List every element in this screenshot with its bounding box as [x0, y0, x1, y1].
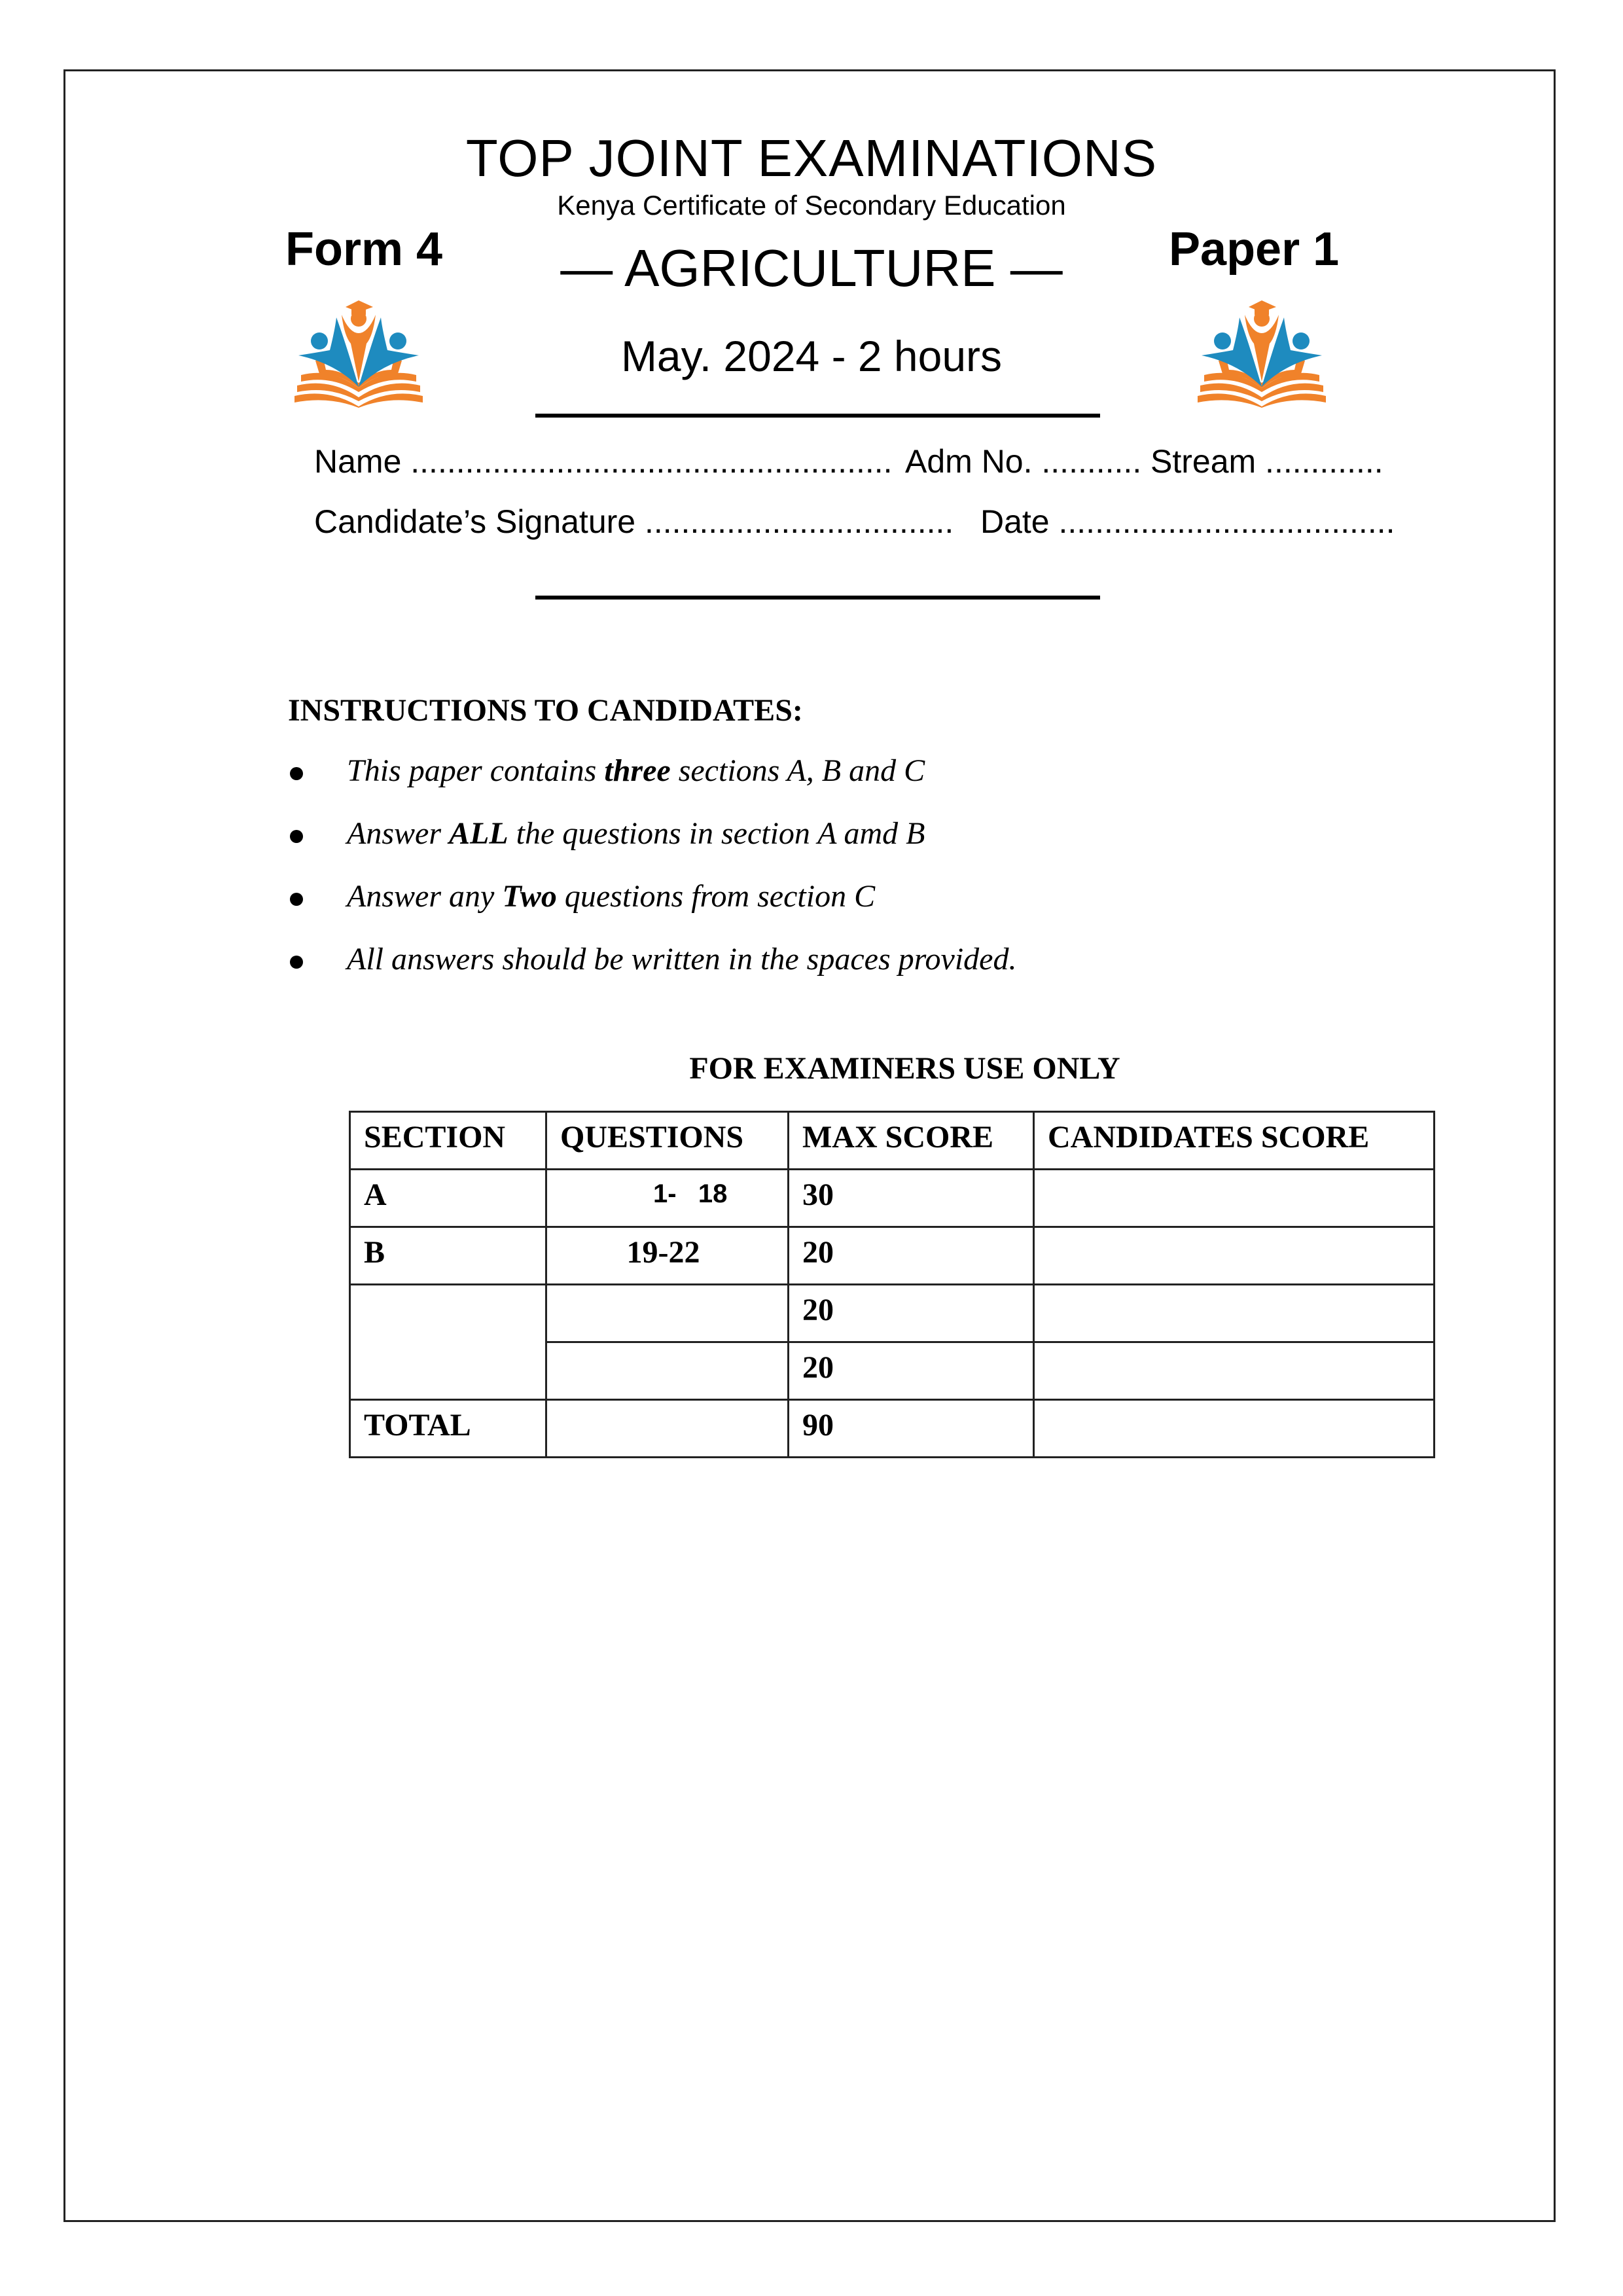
examiners-score-table — [349, 1111, 1435, 1458]
max-score-cell: 30 — [789, 1170, 1034, 1227]
bullet-icon — [290, 893, 303, 906]
instruction-item — [347, 878, 875, 914]
section-cell: B — [350, 1227, 546, 1285]
name-field[interactable]: Name ..................................................... — [314, 443, 893, 480]
instruction-emphasis: Two — [502, 879, 557, 914]
table-header-row — [350, 1112, 1435, 1170]
table-row — [350, 1227, 1435, 1285]
instructions-heading: INSTRUCTIONS TO CANDIDATES: — [288, 693, 803, 728]
examiners-heading: FOR EXAMINERS USE ONLY — [689, 1051, 1120, 1086]
instruction-text: Answer — [347, 816, 449, 851]
stream-field[interactable]: Stream ............. — [1150, 443, 1383, 480]
candidate-score-cell[interactable] — [1034, 1342, 1435, 1400]
section-cell: TOTAL — [350, 1400, 546, 1458]
instruction-text: All answers should be written in the spaces provided. — [347, 942, 1017, 977]
instruction-emphasis: ALL — [449, 816, 508, 851]
education-logo-icon — [1192, 290, 1331, 408]
questions-cell[interactable] — [546, 1285, 789, 1342]
signature-field[interactable]: Candidate’s Signature .................................. — [314, 503, 954, 540]
paper-label: Paper 1 — [1169, 223, 1340, 276]
exam-subtitle: Kenya Certificate of Secondary Education — [557, 190, 1066, 221]
max-score-cell: 20 — [789, 1227, 1034, 1285]
max-score-cell: 20 — [789, 1342, 1034, 1400]
instruction-text: This paper contains — [347, 753, 605, 788]
candidate-score-cell[interactable] — [1034, 1285, 1435, 1342]
date-field[interactable]: Date ..................................... — [980, 503, 1395, 540]
exam-title: TOP JOINT EXAMINATIONS — [465, 129, 1158, 187]
instruction-item — [347, 816, 925, 852]
adm-no-field[interactable]: Adm No. ........... — [905, 443, 1142, 480]
questions-cell: 19-22 — [546, 1227, 789, 1285]
column-header: MAX SCORE — [789, 1112, 1034, 1170]
table-row — [350, 1285, 1435, 1342]
fields-divider — [535, 596, 1100, 600]
instruction-text: Answer any — [347, 879, 503, 914]
instruction-emphasis: three — [604, 753, 671, 788]
instruction-item — [347, 753, 925, 789]
instruction-text: the questions in section A amd B — [508, 816, 925, 851]
table-total-row — [350, 1400, 1435, 1458]
questions-cell[interactable] — [546, 1342, 789, 1400]
bullet-icon — [290, 956, 303, 969]
column-header: QUESTIONS — [546, 1112, 789, 1170]
section-cell: A — [350, 1170, 546, 1227]
table-row — [350, 1170, 1435, 1227]
max-score-cell: 90 — [789, 1400, 1034, 1458]
education-logo-icon — [289, 290, 428, 408]
bullet-icon — [290, 767, 303, 780]
form-label: Form 4 — [285, 223, 443, 276]
exam-date-duration: May. 2024 - 2 hours — [620, 332, 1003, 380]
section-cell — [350, 1285, 546, 1400]
instruction-text: sections A, B and C — [670, 753, 925, 788]
questions-cell — [546, 1400, 789, 1458]
questions-cell: 1- 18 — [546, 1170, 789, 1227]
candidate-score-cell[interactable] — [1034, 1170, 1435, 1227]
instruction-item — [347, 941, 1016, 977]
max-score-cell: 20 — [789, 1285, 1034, 1342]
column-header: SECTION — [350, 1112, 546, 1170]
instruction-text: questions from section C — [556, 879, 876, 914]
header-divider — [535, 414, 1100, 418]
column-header: CANDIDATES SCORE — [1034, 1112, 1435, 1170]
candidate-score-cell[interactable] — [1034, 1227, 1435, 1285]
candidate-score-cell[interactable] — [1034, 1400, 1435, 1458]
bullet-icon — [290, 830, 303, 843]
subject-title: — AGRICULTURE — — [560, 239, 1063, 297]
